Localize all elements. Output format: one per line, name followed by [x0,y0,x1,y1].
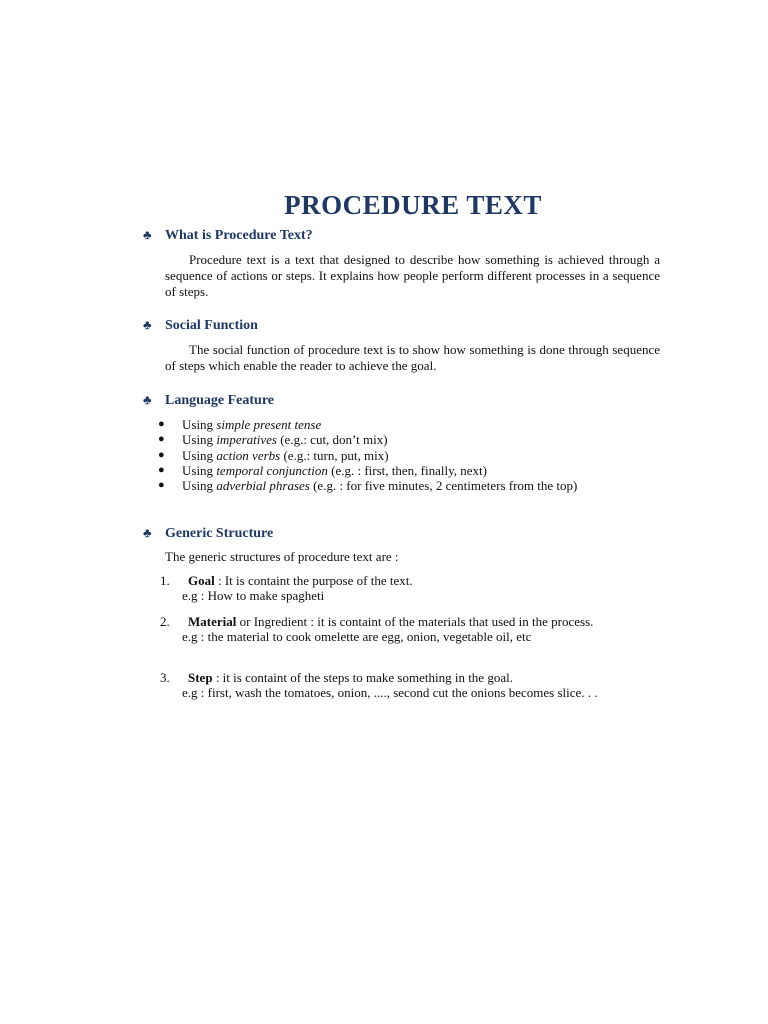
club-icon: ♣ [143,317,152,332]
item-number: 3. [160,670,170,685]
list-item [158,478,643,493]
bullet-prefix: Using [182,432,217,448]
bullet-suffix: (e.g. : first, then, finally, next) [327,462,487,478]
bullet-italic: action verbs [216,447,281,463]
social-paragraph-text: The social function of procedure text is to show how something is done through sequence of steps which enable the reader to achieve the goal. [165,342,660,373]
section-heading-label: Generic Structure [165,526,274,541]
language-feature-list [158,417,643,493]
bullet-dot-icon: ● [158,479,165,492]
what-paragraph [165,252,660,300]
item-number: 1. [160,573,170,588]
item-number: 2. [160,614,170,629]
club-icon: ♣ [143,525,152,540]
structure-item-material [160,614,642,645]
bullet-prefix: Using [182,447,217,463]
section-heading-generic [143,525,273,542]
social-paragraph [165,342,660,374]
item-text: : It is containt the purpose of the text. [214,573,413,588]
bullet-dot-icon: ● [158,418,165,430]
list-item [158,432,643,447]
bullet-dot-icon: ● [158,433,165,446]
item-lead: Material [188,614,237,629]
list-item [158,417,643,432]
bullet-suffix: (e.g. : for five minutes, 2 centimeters from the top) [309,478,578,494]
section-heading-label: What is Procedure Text? [165,228,313,243]
item-lead: Goal [188,573,215,588]
item-text: or Ingredient : it is containt of the materials that used in the process. [236,614,594,629]
section-heading-social [143,317,258,334]
bullet-italic: adverbial phrases [216,478,310,494]
bullet-prefix: Using [182,462,217,478]
club-icon: ♣ [143,392,152,407]
section-heading-language [143,392,274,409]
section-heading-what [143,227,313,244]
bullet-italic: imperatives [216,432,277,448]
item-text: : it is containt of the steps to make something in the goal. [212,670,513,685]
structure-item-goal [160,573,642,604]
section-heading-label: Social Function [165,318,258,333]
list-item [158,448,643,463]
club-icon: ♣ [143,227,152,242]
generic-intro: The generic structures of procedure text are : [165,549,399,564]
section-heading-label: Language Feature [165,393,275,408]
bullet-prefix: Using [182,478,217,494]
bullet-dot-icon: ● [158,448,165,461]
what-paragraph-text: Procedure text is a text that designed to describe how something is achieved through a sequence of actions or steps. It explains how people perform different processes in a sequence of steps. [165,252,660,299]
bullet-italic: temporal conjunction [216,462,328,478]
bullet-italic: simple present tense [216,417,322,432]
bullet-dot-icon: ● [158,463,165,476]
page-title: PROCEDURE TEXT [284,190,542,220]
structure-item-step [160,670,642,701]
item-example: e.g : the material to cook omelette are egg, onion, vegetable oil, etc [182,629,532,645]
item-example: e.g : How to make spagheti [182,588,325,604]
bullet-prefix: Using [182,417,217,432]
item-lead: Step [188,670,213,685]
item-example: e.g : first, wash the tomatoes, onion, ...., second cut the onions becomes slice. . . [182,685,598,701]
bullet-suffix: (e.g.: turn, put, mix) [280,447,389,463]
list-item [158,463,643,478]
bullet-suffix: (e.g.: cut, don’t mix) [276,432,388,448]
